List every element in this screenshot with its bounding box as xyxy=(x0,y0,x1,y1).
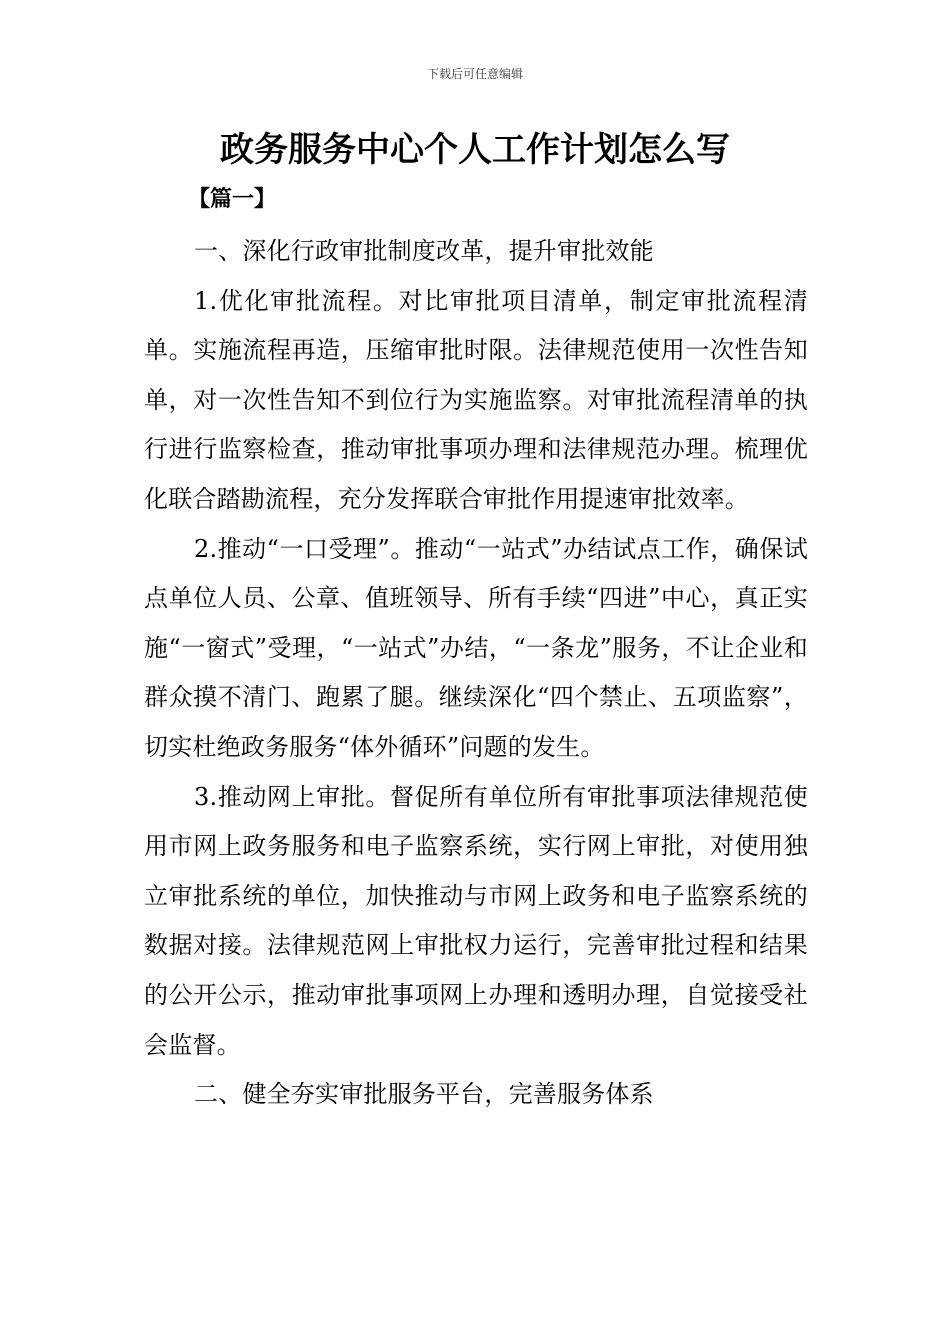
header-note: 下载后可任意编辑 xyxy=(426,67,523,81)
paragraph-item-2: 2.推动“一口受理”。推动“一站式”办结试点工作，确保试点单位人员、公章、值班领导、所有手续“四进”中心，真正实施“一窗式”受理，“一站式”办结，“一条龙”服务，不让企业和群众摸不清门、跑累了腿。继续深化“四个禁止、五项监察”，切实杜绝政务服务“体外循环”问题的发生。 xyxy=(144,534,808,761)
document-body xyxy=(144,227,808,1120)
section-heading-1: 一、深化行政审批制度改革，提升审批效能 xyxy=(194,237,654,265)
section-heading-2: 二、健全夯实审批服务平台，完善服务体系 xyxy=(194,1080,654,1109)
paragraph-item-3: 3.推动网上审批。督促所有单位所有审批事项法律规范使用市网上政务服务和电子监察系统，实行网上审批，对使用独立审批系统的单位，加快推动与市网上政务和电子监察系统的数据对接。法律规范网上审批权力运行，完善审批过程和结果的公开公示，推动审批事项网上办理和透明办理，自觉接受社会监督。 xyxy=(144,782,808,1059)
paragraph-item-1: 1.优化审批流程。对比审批项目清单，制定审批流程清单。实施流程再造，压缩审批时限。法律规范使用一次性告知单，对一次性告知不到位行为实施监察。对审批流程清单的执行进行监察检查，推动审批事项办理和法律规范办理。梳理优化联合踏勘流程，充分发挥联合审批作用提速审批效率。 xyxy=(144,286,808,513)
document-title: 政务服务中心个人工作计划怎么写 xyxy=(220,130,730,170)
section-tag: 【篇一】 xyxy=(188,187,277,212)
